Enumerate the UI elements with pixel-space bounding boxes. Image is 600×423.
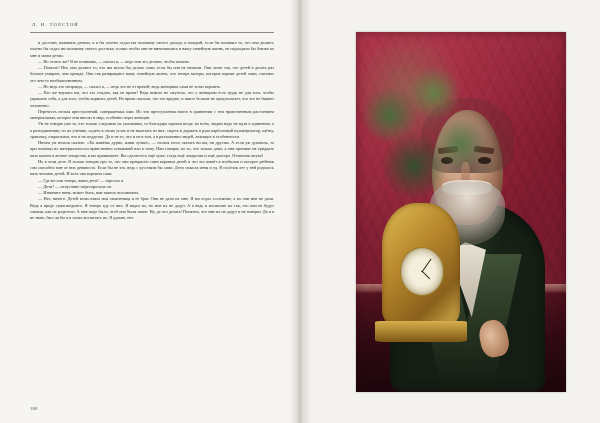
clock-center-pin bbox=[421, 271, 422, 272]
paragraph: Ничем уж нельзя сказать: «Ты живёшь дурно, живи лучше», — нельзя этого сказать ни им, ни другим. А если уж думаешь, то при помощи их материальности нравственно отвыкший или к чему. Нам говорят, по то, что только дано; а они промнят на тридцать пять копеек в аптеке лекарства, и вы принимаете. Вы сделаетесь ещё хуже, тогда ещё лекарства и ещё доктора. Отличная штука! bbox=[30, 140, 274, 158]
paragraph: — Извините меня, может быть, вам тяжело вспоминать. bbox=[38, 190, 140, 195]
paragraph: Ум не говорю уже то, что только следовать их указаниям, то благодаря заразам везде, во всём, людям надо не идти к единению, а к разъединению; по их учению, сидеть в своих углах и не вылезать из них; сидеть и держать в руке карболовый пульверизатор, щётку, тряпочку, открытыми, что и на подделке. Да и не то, что и не в том, а в разложении людей, лежащих в особенности. bbox=[30, 121, 274, 139]
running-head: Л. Н. ТОЛСТОЙ bbox=[32, 22, 79, 27]
clock-hour-hand bbox=[422, 271, 430, 279]
portrait-plate bbox=[356, 32, 566, 392]
header-divider bbox=[30, 32, 274, 33]
paragraph: — Кто же внушил им, что это стыдно, как не врачи? Ведь никого не смутило, что у женщины есть грудь не для того, чтобы украшать себя, а для того, чтобы кормить детей. Но врачи сказали, что это вредно, и никто больше не предполагает, что это не бывает человечно. bbox=[30, 90, 274, 108]
mantel-clock bbox=[375, 198, 467, 342]
right-page bbox=[300, 0, 600, 423]
paragraph: — Но ведь это неправда, — сказал я, — ведь это не от врачей; ведь женщины сами не хотят кормить. bbox=[38, 83, 221, 89]
page-number: 180 bbox=[30, 406, 38, 411]
paragraph: Но в этом деле. Я только говорю про то, что они прекрасно сами кормила детей и что это живёт в изобилии и которое ребёнок сам способно мне от них девяносто. Если бы не это, ведь с кусочком бы сами. Дети смысла меня и ед. В посёлок лет у ней родилось пять человек детей. И всех она кормила сама. bbox=[30, 158, 274, 177]
paragraph: — Помочь? Нет, они делают то, что мы могли бы делать сами, если бы они не мешали. Они лечат так, что детей в десять раз больше умирает, чем прежде. Они так развращают нашу семейную жизнь, что теперь матери, которые кормят детей сами, считают это чем-то необыкновенным. bbox=[30, 65, 274, 83]
clock-face bbox=[400, 247, 444, 295]
paragraph: — Нет, ничего. Детей моих взяла моя свояченица и её брат. Они не дали их мне. Я им отдал состояние, а их они мне не дали. Ведь я вроде сумасшедшего. Я теперь еду от них. Я видел их, но мне их не дадут. А я ведь и воспитаю их так, что они не будут такими, как их родители. А мне надо было, чтоб они были такие. Ну, да что делать! Понятно, что мне их не дадут и не поверят. Да и я не знаю, был ли бы я в силах воспитать их. Я думаю, нет. bbox=[30, 196, 274, 220]
paragraph: и достоин, наживать деньги, и я бы охотно отдал им половину своего дохода, и каждый, если бы понимал то, что они делают, охотно бы отдал им половину своего достатка, только чтобы они не вмешивались в нашу семейную жизнь, не подходили бы близко ко мне и моим детям. bbox=[30, 40, 274, 58]
paragraph: Перечесть нельзя преступлений, совершаемых ими. Но эти преступления ничто в сравнении с тем нравственным растлением материализма, которое они вносят в мир, особенно через женщин. bbox=[30, 108, 274, 120]
clock-minute-hand bbox=[422, 258, 432, 271]
paragraph: — Но отчего же? Я не понимаю, — сказал я, — ведь они это делают, чтобы помочь. bbox=[38, 58, 190, 64]
body-text-column bbox=[30, 40, 274, 221]
clock-base bbox=[375, 321, 467, 341]
paragraph: — Где же они теперь, ваши дети? — спросил я. bbox=[38, 177, 124, 183]
paragraph: — Дети? — испуганно переспросила он. bbox=[38, 183, 112, 189]
